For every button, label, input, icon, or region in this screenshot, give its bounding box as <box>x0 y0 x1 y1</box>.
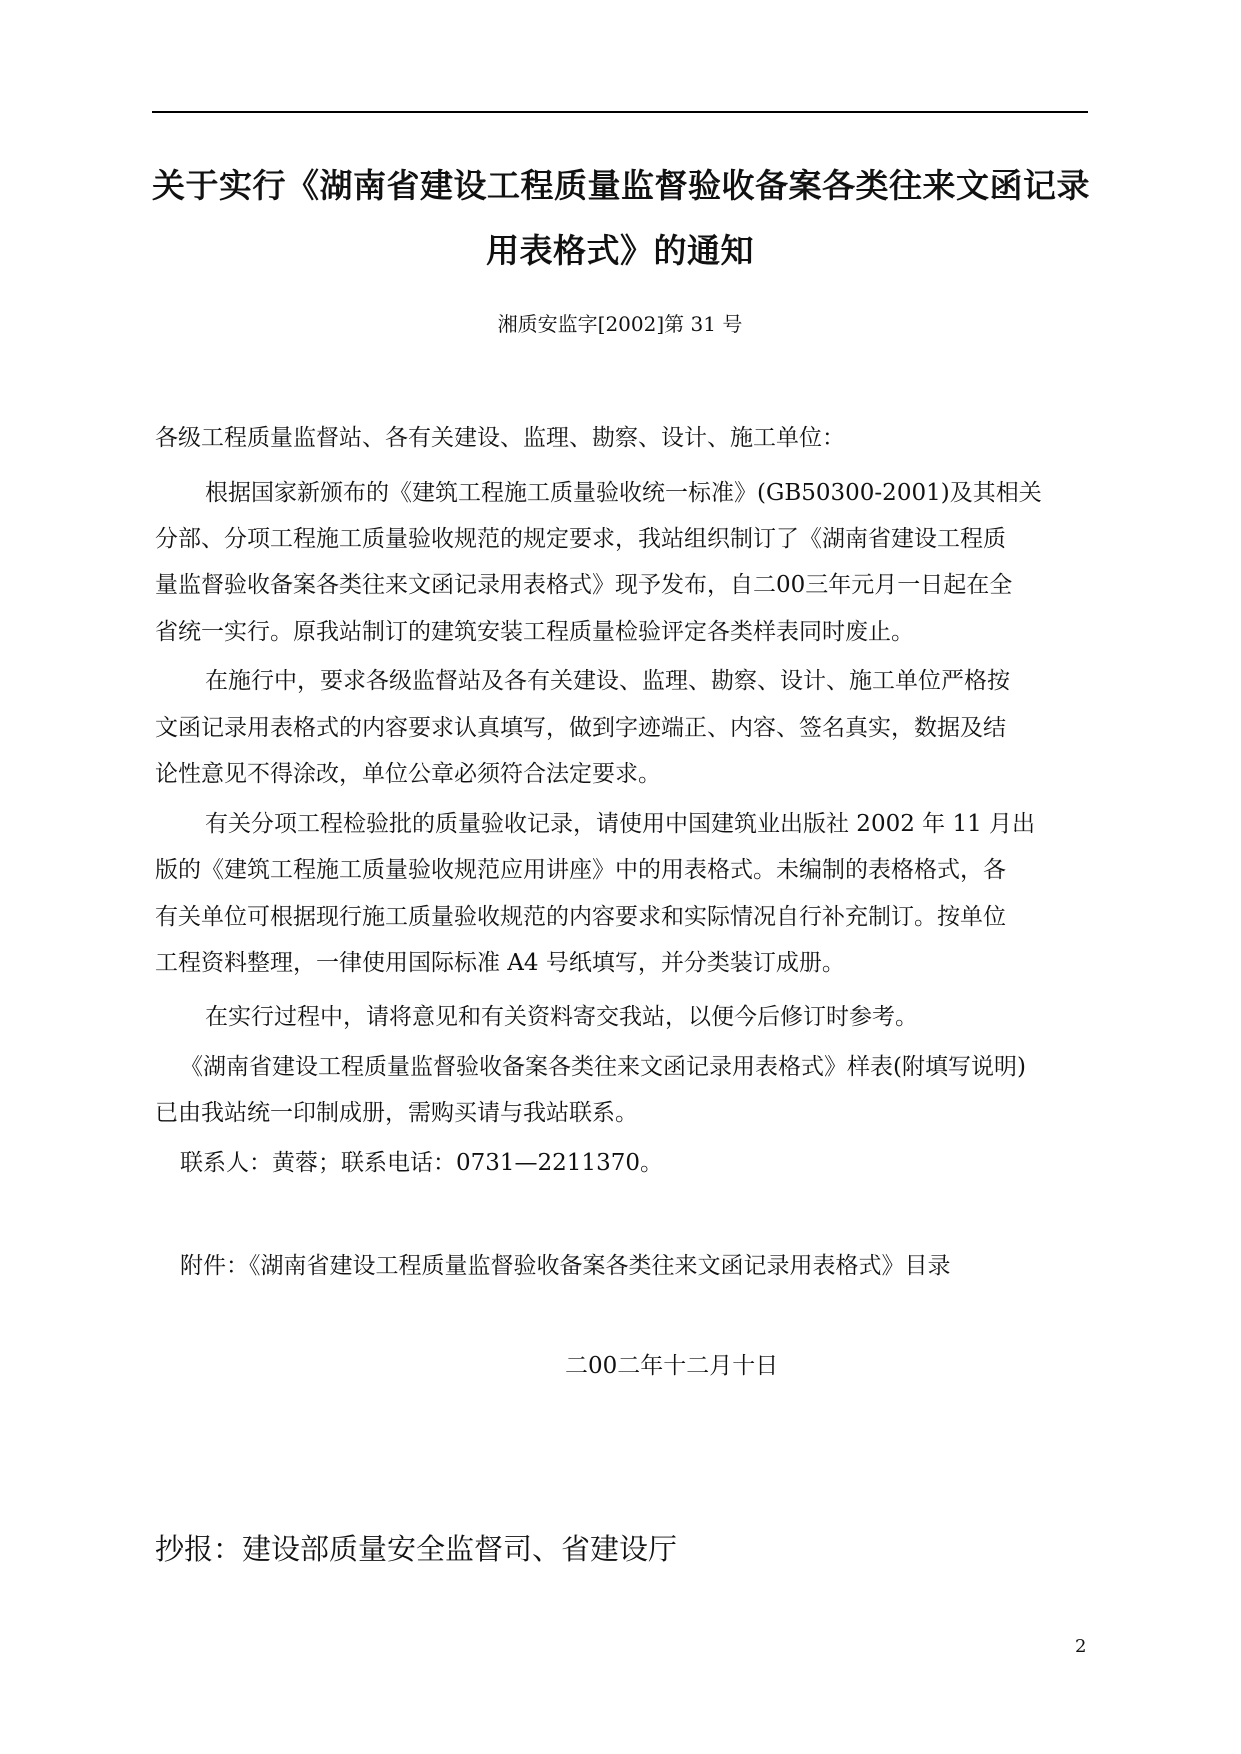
attachment-line: 附件：《湖南省建设工程质量监督验收备案各类往来文函记录用表格式》目录 <box>180 1253 951 1279</box>
contact-line: 联系人：黄蓉；联系电话：0731—2211370。 <box>180 1150 663 1176</box>
document-title-line-2: 用表格式》的通知 <box>486 231 754 270</box>
paragraph-3-line-3: 有关单位可根据现行施工质量验收规范的内容要求和实际情况自行补充制订。按单位 <box>155 904 1006 930</box>
paragraph-3-line-1: 有关分项工程检验批的质量验收记录，请使用中国建筑业出版社 2002 年 11 月出 <box>205 811 1036 837</box>
paragraph-2-line-2: 文函记录用表格式的内容要求认真填写，做到字迹端正、内容、签名真实，数据及结 <box>155 715 1006 741</box>
document-number: 湘质安监字[2002]第 31 号 <box>497 312 743 336</box>
paragraph-1-line-4: 省统一实行。原我站制订的建筑安装工程质量检验评定各类样表同时废止。 <box>155 619 914 645</box>
paragraph-4-line-1: 在实行过程中，请将意见和有关资料寄交我站，以便今后修订时参考。 <box>205 1004 918 1030</box>
header-rule <box>152 111 1088 113</box>
salutation: 各级工程质量监督站、各有关建设、监理、勘察、设计、施工单位： <box>155 425 845 451</box>
paragraph-5-line-1: 《湖南省建设工程质量监督验收备案各类往来文函记录用表格式》样表(附填写说明) <box>180 1054 1026 1080</box>
cc-line: 抄报：建设部质量安全监督司、省建设厅 <box>155 1532 678 1566</box>
paragraph-2-line-1: 在施行中，要求各级监督站及各有关建设、监理、勘察、设计、施工单位严格按 <box>205 668 1010 694</box>
paragraph-1-line-1: 根据国家新颁布的《建筑工程施工质量验收统一标准》(GB50300-2001)及其相关 <box>205 480 1042 506</box>
paragraph-1-line-2: 分部、分项工程施工质量验收规范的规定要求，我站组织制订了《湖南省建设工程质 <box>155 526 1006 552</box>
issue-date: 二00二年十二月十日 <box>565 1353 779 1379</box>
document-title-line-1: 关于实行《湖南省建设工程质量监督验收备案各类往来文函记录 <box>152 166 1090 205</box>
paragraph-1-line-3: 量监督验收备案各类往来文函记录用表格式》现予发布，自二00三年元月一日起在全 <box>155 572 1013 598</box>
paragraph-3-line-4: 工程资料整理，一律使用国际标准 A4 号纸填写，并分类装订成册。 <box>155 950 845 976</box>
page-number: 2 <box>1075 1636 1087 1657</box>
paragraph-3-line-2: 版的《建筑工程施工质量验收规范应用讲座》中的用表格式。未编制的表格格式，各 <box>155 857 1006 883</box>
paragraph-5-line-2: 已由我站统一印制成册，需购买请与我站联系。 <box>155 1100 638 1126</box>
paragraph-2-line-3: 论性意见不得涂改，单位公章必须符合法定要求。 <box>155 761 661 787</box>
